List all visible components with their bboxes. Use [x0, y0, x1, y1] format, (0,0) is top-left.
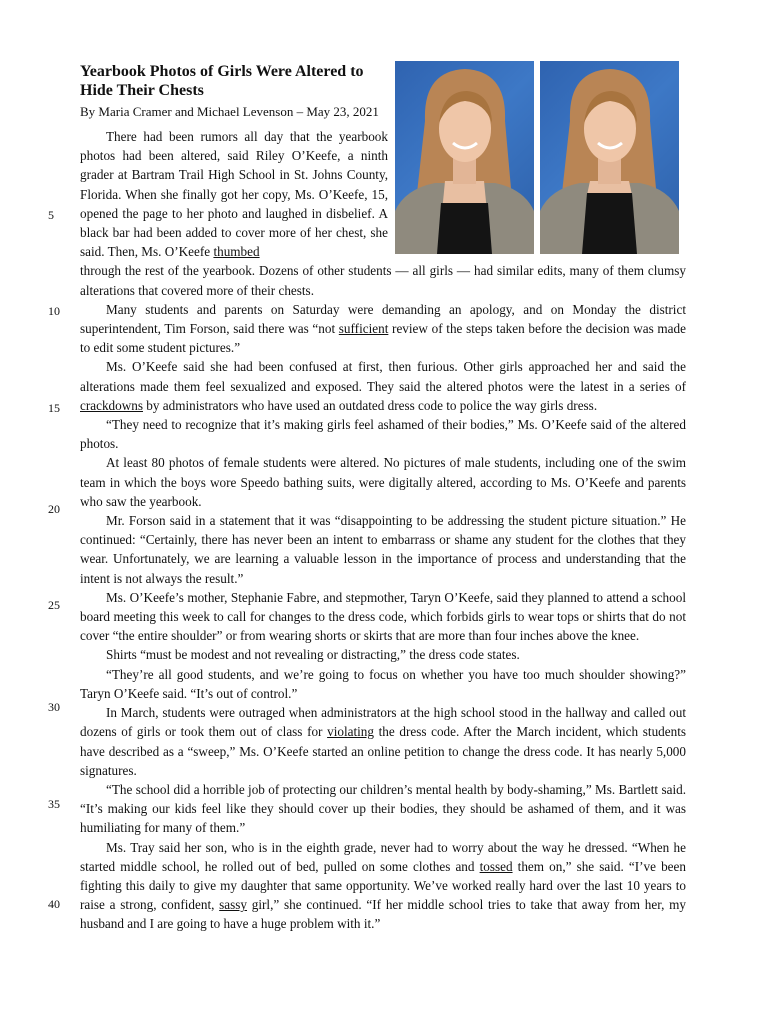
text-run: through the rest of the yearbook. Dozens of other students — all girls — had similar edits, many of them clumsy alterations that covered more of their chests.: [80, 263, 686, 298]
text-run: In March, students were outraged when administrators at the high school stood in the hallway and called out dozens of girls or took them out of class for: [80, 705, 686, 740]
article-body: [80, 127, 686, 934]
article-title: Yearbook Photos of Girls Were Altered to Hide Their Chests: [80, 63, 364, 99]
paragraph: [80, 357, 686, 415]
underlined-word: thumbed: [213, 244, 260, 260]
text-run: them on,” she said. “I’ve been fighting this daily to give my daughter that same opportunity. We’ve worked really hard over the last 10 years to raise a strong, confident,: [80, 858, 686, 913]
paragraph: [80, 261, 686, 299]
text-run: review of the steps taken before the decision was made to edit some student pictures.”: [80, 321, 686, 356]
paragraph: [80, 703, 686, 780]
line-number: 35: [48, 797, 60, 811]
underlined-word: sassy: [219, 897, 248, 913]
paragraph: [80, 511, 686, 588]
text-run: At least 80 photos of female students were altered. No pictures of male students, including one of the swim team in which the boys wore Speedo bathing suits, were digitally altered, according to Ms. O’Keefe and parents who saw the yearbook.: [80, 455, 686, 509]
line-number: 20: [48, 502, 60, 516]
text-run: There had been rumors all day that the yearbook photos had been altered, said Riley O’Keefe, a ninth grader at Bartram Trail High School in St. Johns County, Florida. When she finally got her copy, Ms. O’Keefe, 15, opened the page to her photo and laughed in disbelief. A black bar had been added to cover more of her chest, she said. Then, Ms. O’Keefe: [80, 129, 388, 260]
underlined-word: crackdowns: [80, 397, 143, 413]
underlined-word: sufficient: [338, 321, 389, 337]
line-number: 30: [48, 700, 60, 714]
line-number: 10: [48, 304, 60, 318]
text-run: “They’re all good students, and we’re going to focus on whether you have too much shoulder showing?” Taryn O’Keefe said. “It’s out of control.”: [80, 666, 686, 701]
paragraph: [80, 588, 686, 646]
text-run: by administrators who have used an outdated dress code to police the way girls dress.: [142, 397, 598, 413]
paragraph: [80, 645, 686, 664]
paragraph: [80, 127, 388, 261]
text-run: Mr. Forson said in a statement that it was “disappointing to be addressing the student picture situation.” He continued: “Certainly, there has never been an intent to embarrass or shame any student for the clothes that they wear. Unfortunately, we are learning a valuable lesson in the importance of process and understanding that the intent is not always the result.”: [80, 513, 686, 586]
paragraph: [80, 665, 686, 703]
paragraph: [80, 300, 686, 358]
text-run: the dress code. After the March incident, which students have described as a “sweep,” Ms. O’Keefe started an online petition to change the dress code. It has nearly 5,000 signatures.: [80, 724, 686, 778]
text-run: Shirts “must be modest and not revealing or distracting,” the dress code states.: [106, 647, 520, 663]
text-run: “The school did a horrible job of protecting our children’s mental health by body-shaming,” Ms. Bartlett said. “It’s making our kids feel like they should cover up their bodies, they should be ashamed of them, and it was humiliating for many of them.”: [80, 781, 686, 836]
paragraph: [80, 780, 686, 838]
paragraph: [80, 838, 686, 934]
text-run: Ms. O’Keefe’s mother, Stephanie Fabre, and stepmother, Taryn O’Keefe, said they planned to attend a school board meeting this week to call for changes to the dress code, which forbids girls to wear tops or shirts that do not cover “the entire shoulder” or from wearing shorts or skirts that are more than four inches above the knee.: [80, 589, 686, 644]
line-number: 25: [48, 598, 60, 612]
text-run: Ms. O’Keefe said she had been confused at first, then furious. Other girls approached her and said the alterations made them feel sexualized and exposed. They said the altered photos were the latest in a series of: [80, 359, 686, 394]
article-byline: By Maria Cramer and Michael Levenson – May 23, 2021: [80, 104, 379, 119]
text-run: “They need to recognize that it’s making girls feel ashamed of their bodies,” Ms. O’Keefe said of the altered photos.: [80, 417, 686, 452]
underlined-word: violating: [327, 724, 374, 740]
text-run: girl,” she continued. “If her middle school tries to take that away from her, my husband and I are going to have a huge problem with it.”: [80, 897, 686, 932]
text-run: Many students and parents on Saturday were demanding an apology, and on Monday the district superintendent, Tim Forson, said there was “not: [80, 301, 686, 337]
line-number: 40: [48, 897, 60, 911]
underlined-word: tossed: [479, 858, 513, 874]
line-number: 5: [48, 208, 54, 222]
paragraph: [80, 453, 686, 511]
text-run: Ms. Tray said her son, who is in the eighth grade, never had to worry about the way he dressed. “When he started middle school, he rolled out of bed, pulled on some clothes and: [80, 839, 686, 874]
line-number: 15: [48, 401, 60, 415]
paragraph: [80, 415, 686, 453]
